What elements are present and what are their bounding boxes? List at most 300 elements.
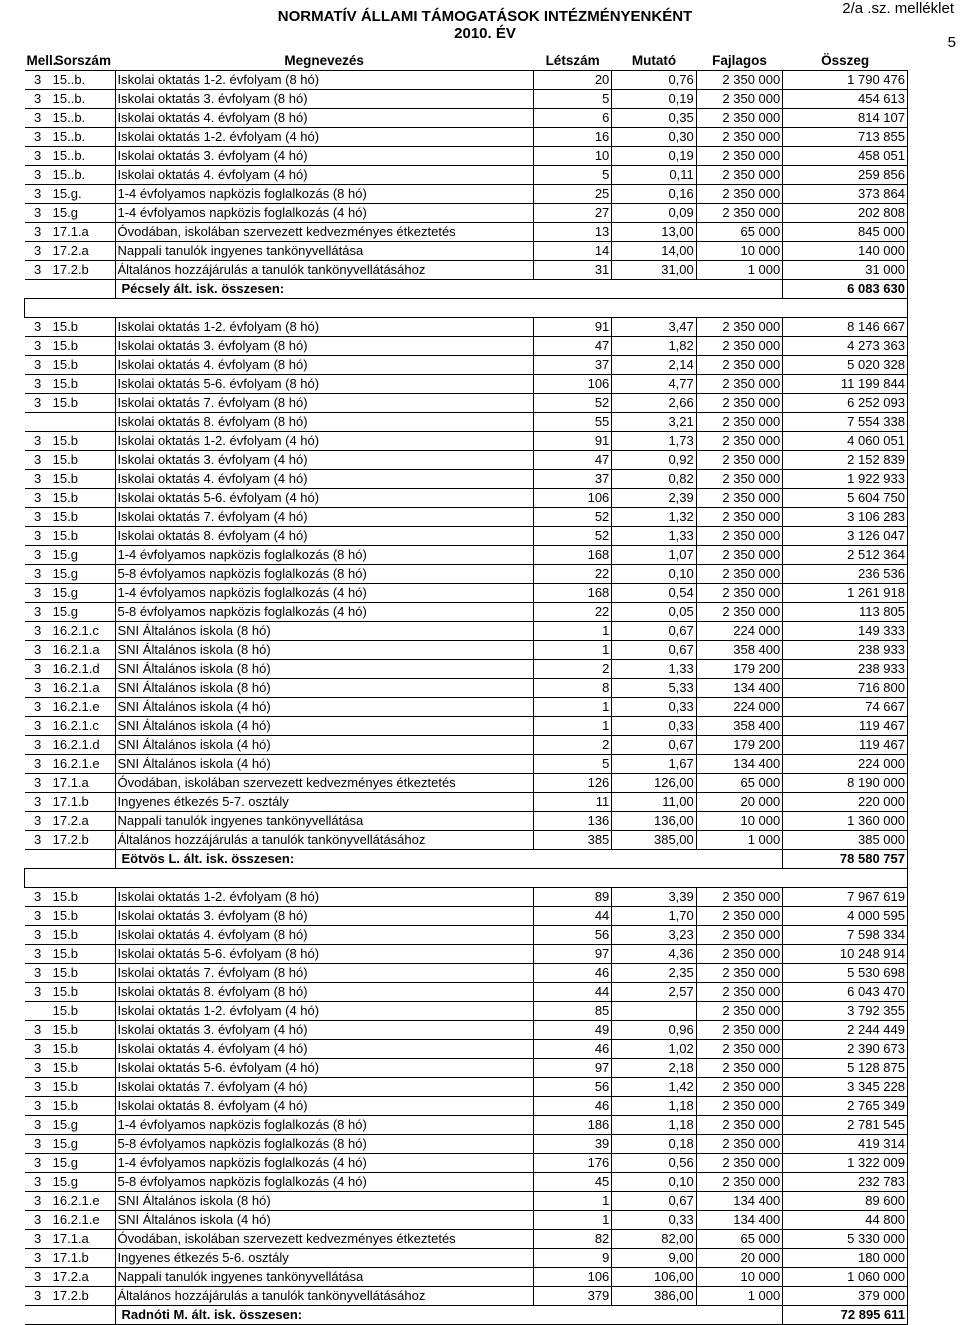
cell-mutato: 4,77 <box>612 375 696 394</box>
cell-mell: 3 <box>25 1021 51 1040</box>
table-row <box>25 1268 908 1287</box>
cell-megnevezes: Ingyenes étkezés 5-6. osztály <box>115 1249 533 1268</box>
cell-fajlagos: 2 350 000 <box>696 565 782 584</box>
cell-sorszam: 16.2.1.e <box>51 755 115 774</box>
empty-cell <box>25 850 51 869</box>
table-row <box>25 1287 908 1306</box>
cell-mell: 3 <box>25 90 51 109</box>
cell-megnevezes: Iskolai oktatás 4. évfolyam (8 hó) <box>115 109 533 128</box>
cell-osszeg: 2 765 349 <box>783 1097 908 1116</box>
cell-megnevezes: Iskolai oktatás 4. évfolyam (8 hó) <box>115 926 533 945</box>
cell-fajlagos: 2 350 000 <box>696 945 782 964</box>
cell-sorszam: 16.2.1.e <box>51 698 115 717</box>
cell-megnevezes: Iskolai oktatás 1-2. évfolyam (8 hó) <box>115 318 533 337</box>
cell-megnevezes: Iskolai oktatás 1-2. évfolyam (8 hó) <box>115 71 533 90</box>
cell-letszam: 1 <box>533 1211 611 1230</box>
cell-osszeg: 3 126 047 <box>783 527 908 546</box>
annex-label: 2/a .sz. melléklet <box>842 0 954 17</box>
cell-megnevezes: SNI Általános iskola (8 hó) <box>115 641 533 660</box>
empty-cell <box>533 1306 611 1325</box>
cell-fajlagos: 2 350 000 <box>696 470 782 489</box>
cell-mutato: 0,10 <box>612 1173 696 1192</box>
table-row <box>25 679 908 698</box>
cell-megnevezes: Óvodában, iskolában szervezett kedvezményes étkeztetés <box>115 774 533 793</box>
cell-megnevezes: Ingyenes étkezés 5-7. osztály <box>115 793 533 812</box>
cell-mutato: 1,33 <box>612 660 696 679</box>
cell-osszeg: 385 000 <box>783 831 908 850</box>
cell-megnevezes: Iskolai oktatás 5-6. évfolyam (8 hó) <box>115 945 533 964</box>
cell-letszam: 91 <box>533 318 611 337</box>
cell-mutato: 0,05 <box>612 603 696 622</box>
cell-letszam: 136 <box>533 812 611 831</box>
cell-osszeg: 2 390 673 <box>783 1040 908 1059</box>
cell-megnevezes: Iskolai oktatás 1-2. évfolyam (4 hó) <box>115 432 533 451</box>
empty-cell <box>51 1306 115 1325</box>
cell-mell: 3 <box>25 698 51 717</box>
document-year: 2010. ÉV <box>454 25 516 42</box>
cell-megnevezes: SNI Általános iskola (4 hó) <box>115 698 533 717</box>
cell-sorszam: 15.b <box>51 945 115 964</box>
cell-sorszam: 15.b <box>51 1002 115 1021</box>
table-row <box>25 1192 908 1211</box>
cell-osszeg: 4 000 595 <box>783 907 908 926</box>
cell-megnevezes: Általános hozzájárulás a tanulók tankönyvellátásához <box>115 831 533 850</box>
table-row <box>25 983 908 1002</box>
col-header-sorszam: Sorszám <box>51 52 115 71</box>
cell-fajlagos: 2 350 000 <box>696 413 782 432</box>
cell-sorszam: 17.1.a <box>51 223 115 242</box>
cell-sorszam: 15.b <box>51 394 115 413</box>
total-label: Radnóti M. ált. isk. összesen: <box>115 1306 533 1325</box>
cell-megnevezes: 5-8 évfolyamos napközis foglalkozás (8 hó) <box>115 1135 533 1154</box>
cell-sorszam: 17.1.a <box>51 1230 115 1249</box>
table-row <box>25 1040 908 1059</box>
cell-osszeg: 8 146 667 <box>783 318 908 337</box>
empty-cell <box>533 280 611 299</box>
cell-fajlagos: 2 350 000 <box>696 451 782 470</box>
table-row <box>25 1230 908 1249</box>
cell-fajlagos: 2 350 000 <box>696 508 782 527</box>
cell-megnevezes: Iskolai oktatás 4. évfolyam (4 hó) <box>115 166 533 185</box>
cell-megnevezes: Iskolai oktatás 7. évfolyam (8 hó) <box>115 964 533 983</box>
total-row <box>25 1306 908 1325</box>
cell-letszam: 44 <box>533 907 611 926</box>
cell-fajlagos: 2 350 000 <box>696 964 782 983</box>
cell-letszam: 47 <box>533 451 611 470</box>
cell-mutato: 9,00 <box>612 1249 696 1268</box>
cell-fajlagos: 134 400 <box>696 1192 782 1211</box>
cell-letszam: 46 <box>533 964 611 983</box>
cell-mell: 3 <box>25 204 51 223</box>
cell-osszeg: 5 128 875 <box>783 1059 908 1078</box>
cell-mell: 3 <box>25 470 51 489</box>
cell-mutato: 0,92 <box>612 451 696 470</box>
cell-fajlagos: 2 350 000 <box>696 527 782 546</box>
cell-sorszam: 17.1.b <box>51 793 115 812</box>
cell-mell: 3 <box>25 318 51 337</box>
cell-osszeg: 2 781 545 <box>783 1116 908 1135</box>
cell-fajlagos: 10 000 <box>696 242 782 261</box>
cell-sorszam: 17.2.b <box>51 261 115 280</box>
cell-osszeg: 5 330 000 <box>783 1230 908 1249</box>
empty-cell <box>612 280 696 299</box>
table-row <box>25 432 908 451</box>
cell-mell <box>25 1002 51 1021</box>
cell-megnevezes: SNI Általános iskola (4 hó) <box>115 755 533 774</box>
cell-megnevezes: Iskolai oktatás 7. évfolyam (8 hó) <box>115 394 533 413</box>
cell-letszam: 56 <box>533 926 611 945</box>
cell-fajlagos: 358 400 <box>696 717 782 736</box>
cell-mell: 3 <box>25 489 51 508</box>
cell-letszam: 1 <box>533 622 611 641</box>
cell-osszeg: 44 800 <box>783 1211 908 1230</box>
table-row <box>25 1078 908 1097</box>
cell-megnevezes: Iskolai oktatás 4. évfolyam (8 hó) <box>115 356 533 375</box>
table-row <box>25 793 908 812</box>
cell-mutato: 0,19 <box>612 90 696 109</box>
cell-megnevezes: Iskolai oktatás 5-6. évfolyam (4 hó) <box>115 1059 533 1078</box>
total-row <box>25 850 908 869</box>
cell-sorszam: 15.b <box>51 318 115 337</box>
cell-sorszam: 15.g <box>51 204 115 223</box>
cell-sorszam: 16.2.1.d <box>51 660 115 679</box>
table-header-row <box>25 52 908 71</box>
cell-mutato: 2,57 <box>612 983 696 1002</box>
cell-mutato: 0,82 <box>612 470 696 489</box>
cell-sorszam: 15.b <box>51 451 115 470</box>
table-row <box>25 1211 908 1230</box>
cell-mutato: 0,76 <box>612 71 696 90</box>
table-row <box>25 1116 908 1135</box>
cell-sorszam: 15.b <box>51 337 115 356</box>
total-label: Eötvös L. ált. isk. összesen: <box>115 850 533 869</box>
cell-mell: 3 <box>25 71 51 90</box>
cell-fajlagos: 20 000 <box>696 1249 782 1268</box>
cell-mutato: 1,82 <box>612 337 696 356</box>
cell-mutato: 2,14 <box>612 356 696 375</box>
cell-fajlagos: 2 350 000 <box>696 337 782 356</box>
cell-sorszam: 15.b <box>51 1097 115 1116</box>
cell-osszeg: 113 805 <box>783 603 908 622</box>
cell-osszeg: 379 000 <box>783 1287 908 1306</box>
cell-sorszam: 17.2.b <box>51 831 115 850</box>
empty-cell <box>25 280 51 299</box>
empty-cell <box>612 850 696 869</box>
cell-megnevezes: Általános hozzájárulás a tanulók tankönyvellátásához <box>115 1287 533 1306</box>
col-header-mell: Mell. <box>25 52 51 71</box>
cell-mutato: 0,09 <box>612 204 696 223</box>
cell-letszam: 1 <box>533 717 611 736</box>
cell-letszam: 49 <box>533 1021 611 1040</box>
cell-mell: 3 <box>25 337 51 356</box>
cell-megnevezes: 1-4 évfolyamos napközis foglalkozás (4 hó) <box>115 584 533 603</box>
cell-letszam: 1 <box>533 1192 611 1211</box>
cell-megnevezes: Iskolai oktatás 5-6. évfolyam (4 hó) <box>115 489 533 508</box>
cell-letszam: 85 <box>533 1002 611 1021</box>
cell-megnevezes: Iskolai oktatás 4. évfolyam (4 hó) <box>115 1040 533 1059</box>
spacer-cell <box>25 869 908 888</box>
table-row <box>25 261 908 280</box>
cell-sorszam: 15.g <box>51 1135 115 1154</box>
cell-letszam: 2 <box>533 736 611 755</box>
cell-osszeg: 716 800 <box>783 679 908 698</box>
table-row <box>25 1249 908 1268</box>
cell-osszeg: 119 467 <box>783 736 908 755</box>
cell-osszeg: 31 000 <box>783 261 908 280</box>
table-row <box>25 356 908 375</box>
table-row <box>25 926 908 945</box>
cell-sorszam: 17.2.a <box>51 1268 115 1287</box>
cell-sorszam: 16.2.1.c <box>51 622 115 641</box>
table-row <box>25 451 908 470</box>
table-body <box>25 71 908 1325</box>
cell-letszam: 5 <box>533 755 611 774</box>
cell-sorszam: 16.2.1.c <box>51 717 115 736</box>
cell-mell: 3 <box>25 128 51 147</box>
cell-megnevezes: Iskolai oktatás 1-2. évfolyam (4 hó) <box>115 1002 533 1021</box>
cell-fajlagos: 224 000 <box>696 698 782 717</box>
cell-fajlagos: 179 200 <box>696 660 782 679</box>
cell-letszam: 10 <box>533 147 611 166</box>
cell-fajlagos: 65 000 <box>696 1230 782 1249</box>
cell-letszam: 14 <box>533 242 611 261</box>
cell-letszam: 22 <box>533 603 611 622</box>
cell-mell: 3 <box>25 831 51 850</box>
cell-mutato: 1,73 <box>612 432 696 451</box>
cell-mell: 3 <box>25 774 51 793</box>
cell-mell: 3 <box>25 964 51 983</box>
cell-osszeg: 7 967 619 <box>783 888 908 907</box>
cell-letszam: 44 <box>533 983 611 1002</box>
cell-osszeg: 6 252 093 <box>783 394 908 413</box>
cell-osszeg: 1 060 000 <box>783 1268 908 1287</box>
cell-fajlagos: 134 400 <box>696 755 782 774</box>
cell-letszam: 27 <box>533 204 611 223</box>
cell-osszeg: 180 000 <box>783 1249 908 1268</box>
cell-osszeg: 713 855 <box>783 128 908 147</box>
cell-fajlagos: 2 350 000 <box>696 185 782 204</box>
table-row <box>25 1173 908 1192</box>
cell-osszeg: 845 000 <box>783 223 908 242</box>
cell-megnevezes: Nappali tanulók ingyenes tankönyvellátása <box>115 812 533 831</box>
document-title: NORMATÍV ÁLLAMI TÁMOGATÁSOK INTÉZMÉNYENKÉNT <box>277 8 693 25</box>
cell-mutato: 5,33 <box>612 679 696 698</box>
cell-fajlagos: 2 350 000 <box>696 375 782 394</box>
table-row <box>25 413 908 432</box>
cell-fajlagos: 2 350 000 <box>696 926 782 945</box>
cell-mell: 3 <box>25 451 51 470</box>
cell-megnevezes: Iskolai oktatás 3. évfolyam (4 hó) <box>115 1021 533 1040</box>
cell-osszeg: 373 864 <box>783 185 908 204</box>
cell-mutato: 1,70 <box>612 907 696 926</box>
cell-osszeg: 1 322 009 <box>783 1154 908 1173</box>
cell-mell: 3 <box>25 109 51 128</box>
cell-mutato: 126,00 <box>612 774 696 793</box>
cell-mutato: 11,00 <box>612 793 696 812</box>
cell-fajlagos: 2 350 000 <box>696 1097 782 1116</box>
cell-osszeg: 238 933 <box>783 641 908 660</box>
cell-osszeg: 3 792 355 <box>783 1002 908 1021</box>
cell-mutato: 2,66 <box>612 394 696 413</box>
cell-osszeg: 4 273 363 <box>783 337 908 356</box>
table-row <box>25 109 908 128</box>
cell-letszam: 106 <box>533 375 611 394</box>
cell-sorszam: 15.b <box>51 888 115 907</box>
cell-osszeg: 2 512 364 <box>783 546 908 565</box>
table-row <box>25 831 908 850</box>
cell-letszam: 22 <box>533 565 611 584</box>
table-row <box>25 546 908 565</box>
cell-letszam: 5 <box>533 166 611 185</box>
cell-letszam: 8 <box>533 679 611 698</box>
cell-mell: 3 <box>25 1135 51 1154</box>
cell-letszam: 56 <box>533 1078 611 1097</box>
cell-sorszam: 15..b. <box>51 90 115 109</box>
table-row <box>25 1154 908 1173</box>
cell-mutato: 386,00 <box>612 1287 696 1306</box>
cell-letszam: 11 <box>533 793 611 812</box>
cell-mell: 3 <box>25 1192 51 1211</box>
table-row <box>25 1059 908 1078</box>
cell-fajlagos: 2 350 000 <box>696 584 782 603</box>
cell-megnevezes: Nappali tanulók ingyenes tankönyvellátása <box>115 242 533 261</box>
cell-mell: 3 <box>25 356 51 375</box>
cell-mutato: 82,00 <box>612 1230 696 1249</box>
cell-osszeg: 259 856 <box>783 166 908 185</box>
empty-cell <box>533 850 611 869</box>
cell-megnevezes: Iskolai oktatás 3. évfolyam (8 hó) <box>115 90 533 109</box>
table-row <box>25 945 908 964</box>
cell-osszeg: 7 598 334 <box>783 926 908 945</box>
cell-mell: 3 <box>25 1211 51 1230</box>
table-row <box>25 698 908 717</box>
col-header-osszeg: Összeg <box>783 52 908 71</box>
cell-sorszam: 15.b <box>51 1078 115 1097</box>
cell-letszam: 46 <box>533 1040 611 1059</box>
cell-sorszam: 15..b. <box>51 128 115 147</box>
cell-mutato: 31,00 <box>612 261 696 280</box>
cell-fajlagos: 2 350 000 <box>696 1173 782 1192</box>
cell-fajlagos: 20 000 <box>696 793 782 812</box>
cell-megnevezes: Iskolai oktatás 3. évfolyam (4 hó) <box>115 147 533 166</box>
cell-osszeg: 11 199 844 <box>783 375 908 394</box>
cell-osszeg: 458 051 <box>783 147 908 166</box>
table-row <box>25 717 908 736</box>
cell-sorszam: 17.1.b <box>51 1249 115 1268</box>
table-row <box>25 641 908 660</box>
cell-fajlagos: 2 350 000 <box>696 356 782 375</box>
cell-osszeg: 236 536 <box>783 565 908 584</box>
cell-fajlagos: 2 350 000 <box>696 1021 782 1040</box>
cell-megnevezes: Iskolai oktatás 4. évfolyam (4 hó) <box>115 470 533 489</box>
cell-mutato: 0,96 <box>612 1021 696 1040</box>
table-row <box>25 888 908 907</box>
cell-mell: 3 <box>25 736 51 755</box>
cell-fajlagos: 2 350 000 <box>696 1059 782 1078</box>
cell-osszeg: 202 808 <box>783 204 908 223</box>
cell-megnevezes: Iskolai oktatás 8. évfolyam (8 hó) <box>115 983 533 1002</box>
cell-letszam: 1 <box>533 641 611 660</box>
cell-sorszam: 15.g. <box>51 185 115 204</box>
cell-megnevezes: Iskolai oktatás 8. évfolyam (4 hó) <box>115 527 533 546</box>
cell-mutato: 0,67 <box>612 736 696 755</box>
cell-fajlagos: 65 000 <box>696 223 782 242</box>
cell-osszeg: 224 000 <box>783 755 908 774</box>
cell-fajlagos: 179 200 <box>696 736 782 755</box>
cell-mutato: 1,18 <box>612 1097 696 1116</box>
cell-letszam: 385 <box>533 831 611 850</box>
cell-mell: 3 <box>25 546 51 565</box>
cell-sorszam: 15.b <box>51 375 115 394</box>
cell-megnevezes: SNI Általános iskola (8 hó) <box>115 1192 533 1211</box>
cell-letszam: 186 <box>533 1116 611 1135</box>
cell-osszeg: 1 261 918 <box>783 584 908 603</box>
table-row <box>25 185 908 204</box>
cell-sorszam: 15.g <box>51 584 115 603</box>
cell-mutato: 1,67 <box>612 755 696 774</box>
cell-mutato: 0,18 <box>612 1135 696 1154</box>
cell-mell: 3 <box>25 432 51 451</box>
cell-letszam: 47 <box>533 337 611 356</box>
cell-sorszam: 15.b <box>51 964 115 983</box>
cell-mell: 3 <box>25 242 51 261</box>
cell-mutato: 0,35 <box>612 109 696 128</box>
cell-mutato: 0,33 <box>612 717 696 736</box>
cell-megnevezes: Óvodában, iskolában szervezett kedvezményes étkeztetés <box>115 1230 533 1249</box>
cell-mell: 3 <box>25 622 51 641</box>
cell-megnevezes: SNI Általános iskola (8 hó) <box>115 660 533 679</box>
cell-mell: 3 <box>25 527 51 546</box>
cell-mell: 3 <box>25 565 51 584</box>
cell-mell: 3 <box>25 1116 51 1135</box>
cell-megnevezes: Iskolai oktatás 3. évfolyam (8 hó) <box>115 337 533 356</box>
empty-cell <box>696 850 782 869</box>
cell-osszeg: 1 790 476 <box>783 71 908 90</box>
cell-osszeg: 5 530 698 <box>783 964 908 983</box>
cell-sorszam: 15..b. <box>51 147 115 166</box>
cell-fajlagos: 2 350 000 <box>696 603 782 622</box>
cell-mell: 3 <box>25 1173 51 1192</box>
table-row <box>25 1097 908 1116</box>
cell-mutato: 136,00 <box>612 812 696 831</box>
total-amount: 72 895 611 <box>783 1306 908 1325</box>
cell-fajlagos: 65 000 <box>696 774 782 793</box>
cell-osszeg: 7 554 338 <box>783 413 908 432</box>
cell-letszam: 46 <box>533 1097 611 1116</box>
cell-mutato: 0,16 <box>612 185 696 204</box>
cell-mutato: 1,07 <box>612 546 696 565</box>
cell-mell: 3 <box>25 1154 51 1173</box>
cell-fajlagos: 2 350 000 <box>696 1040 782 1059</box>
cell-mutato: 3,23 <box>612 926 696 945</box>
cell-megnevezes: Nappali tanulók ingyenes tankönyvellátása <box>115 1268 533 1287</box>
cell-letszam: 31 <box>533 261 611 280</box>
cell-osszeg: 220 000 <box>783 793 908 812</box>
cell-osszeg: 232 783 <box>783 1173 908 1192</box>
cell-sorszam: 17.1.a <box>51 774 115 793</box>
cell-sorszam: 16.2.1.e <box>51 1192 115 1211</box>
cell-osszeg: 2 244 449 <box>783 1021 908 1040</box>
cell-mutato: 0,10 <box>612 565 696 584</box>
cell-sorszam: 15..b. <box>51 71 115 90</box>
cell-mell: 3 <box>25 166 51 185</box>
cell-osszeg: 2 152 839 <box>783 451 908 470</box>
cell-mell: 3 <box>25 223 51 242</box>
subsidy-table <box>24 52 908 1325</box>
cell-megnevezes: Iskolai oktatás 7. évfolyam (4 hó) <box>115 508 533 527</box>
cell-letszam: 39 <box>533 1135 611 1154</box>
cell-megnevezes: 1-4 évfolyamos napközis foglalkozás (8 hó) <box>115 185 533 204</box>
